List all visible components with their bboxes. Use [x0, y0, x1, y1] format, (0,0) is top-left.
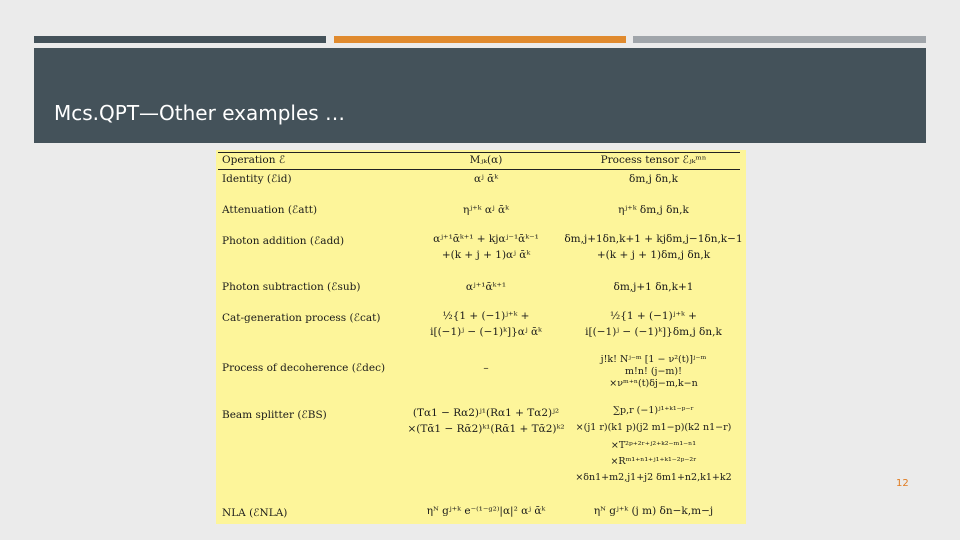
row-cat-generation-m2: i[(−1)ʲ − (−1)ᵏ]}αʲ ᾱᵏ [430, 326, 542, 338]
row-decoherence-p3: ×νᵐ⁺ⁿ(t)δj−m,k−n [609, 378, 698, 389]
page-number: 12 [896, 478, 909, 489]
row-identity-op: Identity (ℰid) [222, 173, 292, 185]
process-tensor-table [216, 150, 746, 524]
row-beam-splitter-op: Beam splitter (ℰBS) [222, 409, 327, 421]
row-photon-addition-p: δm,j+1δn,k+1 + kjδm,j−1δn,k−1 [564, 233, 743, 245]
row-decoherence-m: – [483, 362, 489, 374]
row-beam-splitter-p: ∑p,r (−1)ʲ¹⁺ᵏ¹⁻ᵖ⁻ʳ [613, 405, 694, 416]
row-photon-addition-m: αʲ⁺¹ᾱᵏ⁺¹ + kjαʲ⁻¹ᾱᵏ⁻¹ [433, 233, 539, 245]
row-nla-m: ηᴺ gʲ⁺ᵏ e⁻⁽¹⁻ᵍ²⁾|α|² αʲ ᾱᵏ [426, 505, 546, 517]
row-beam-splitter-p2: ×(j1 r)(k1 p)(j2 m1−p)(k2 n1−r) [575, 422, 732, 433]
accent-bar-orange [334, 36, 626, 43]
row-beam-splitter-p5: ×δn1+m2,j1+j2 δm1+n2,k1+k2 [575, 472, 732, 483]
header-process-tensor: Process tensor ℰⱼₖᵐⁿ [600, 154, 707, 166]
header-operation: Operation ℰ [222, 154, 286, 166]
title-banner [34, 48, 926, 143]
row-photon-subtraction-p: δm,j+1 δn,k+1 [613, 281, 694, 293]
row-photon-subtraction-m: αʲ⁺¹ᾱᵏ⁺¹ [465, 281, 507, 293]
row-photon-subtraction-op: Photon subtraction (ℰsub) [222, 281, 361, 293]
row-cat-generation-m: ½{1 + (−1)ʲ⁺ᵏ + [442, 310, 530, 322]
row-beam-splitter-p3: ×T²ᵖ⁺²ʳ⁺ʲ²⁺ᵏ²⁻ᵐ¹⁻ⁿ¹ [610, 440, 697, 451]
row-nla-op: NLA (ℰNLA) [222, 507, 288, 519]
row-beam-splitter-m2: ×(Tᾱ1 − Rᾱ2)ᵏ¹(Rᾱ1 + Tᾱ2)ᵏ² [407, 423, 565, 435]
row-nla-p: ηᴺ gʲ⁺ᵏ (j m) δn−k,m−j [593, 505, 714, 517]
row-attenuation-op: Attenuation (ℰatt) [222, 204, 318, 216]
row-cat-generation-p2: i[(−1)ʲ − (−1)ᵏ]}δm,j δn,k [585, 326, 722, 338]
table-top-rule [218, 152, 740, 153]
row-beam-splitter-m: (Tα1 − Rα2)ʲ¹(Rα1 + Tα2)ʲ² [412, 407, 560, 419]
header-m: Mⱼₖ(α) [469, 154, 503, 166]
row-identity-p: δm,j δn,k [629, 173, 678, 185]
row-attenuation-p: ηʲ⁺ᵏ δm,j δn,k [618, 204, 689, 216]
row-decoherence-p: j!k! Nʲ⁻ᵐ [1 − ν²(t)]ʲ⁻ᵐ [600, 354, 707, 365]
accent-bar-gray [633, 36, 926, 43]
row-cat-generation-p: ½{1 + (−1)ʲ⁺ᵏ + [610, 310, 697, 322]
row-attenuation-m: ηʲ⁺ᵏ αʲ ᾱᵏ [463, 204, 509, 216]
row-decoherence-p2: m!n! (j−m)! [625, 366, 682, 377]
row-cat-generation-op: Cat-generation process (ℰcat) [222, 312, 381, 324]
row-photon-addition-m2: +(k + j + 1)αʲ ᾱᵏ [441, 249, 531, 261]
row-beam-splitter-p4: ×Rᵐ¹⁺ⁿ¹⁺ʲ¹⁺ᵏ¹⁻²ᵖ⁻²ʳ [610, 456, 697, 467]
row-decoherence-op: Process of decoherence (ℰdec) [222, 362, 386, 374]
row-photon-addition-p2: +(k + j + 1)δm,j δn,k [596, 249, 711, 261]
header-rule [218, 169, 740, 170]
row-identity-m: αʲ ᾱᵏ [473, 173, 499, 185]
slide-title: Mcs.QPT—Other examples … [54, 101, 346, 125]
accent-bar-dark [34, 36, 326, 43]
row-photon-addition-op: Photon addition (ℰadd) [222, 235, 345, 247]
